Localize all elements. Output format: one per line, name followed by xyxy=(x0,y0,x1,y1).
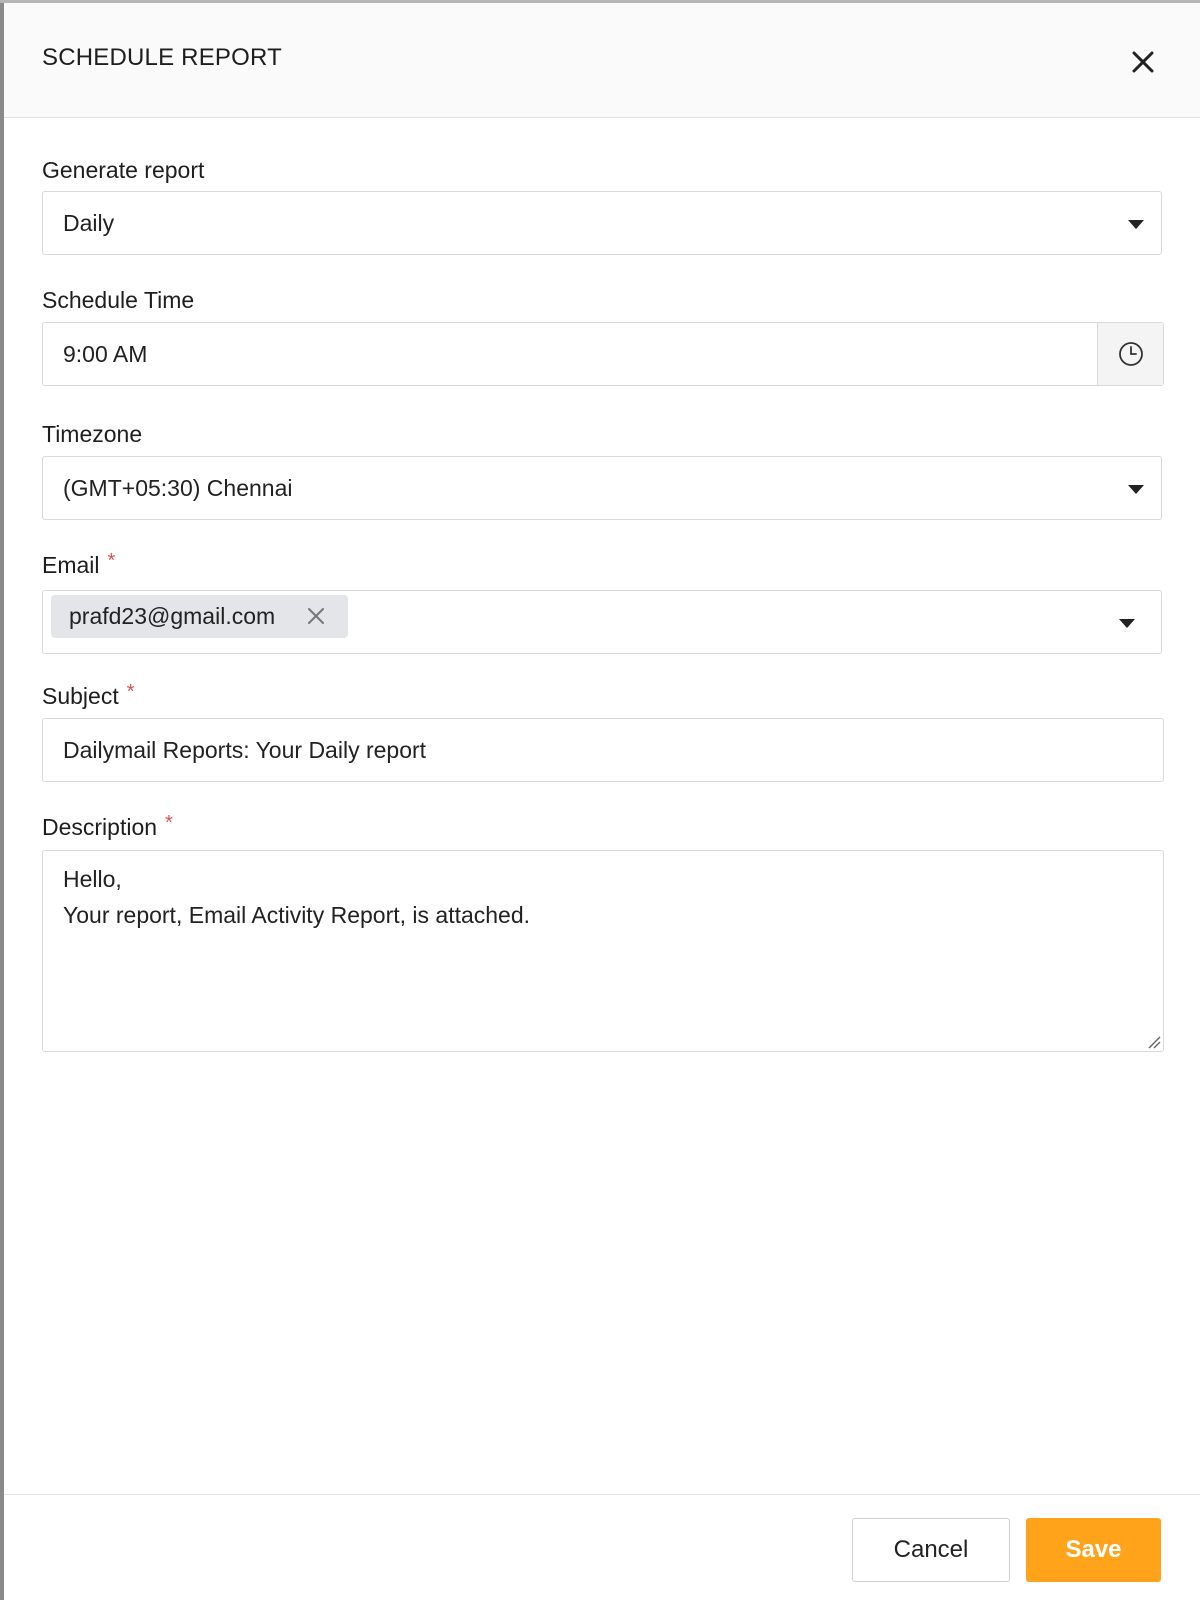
dialog-footer xyxy=(4,1494,1200,1601)
dialog-title: SCHEDULE REPORT xyxy=(42,44,282,71)
required-marker: * xyxy=(165,812,173,834)
email-chip xyxy=(51,595,348,638)
remove-chip-icon xyxy=(307,607,325,625)
schedule-time-input[interactable]: 9:00 AM xyxy=(63,341,148,367)
subject-value: Dailymail Reports: Your Daily report xyxy=(63,737,427,763)
schedule-time-label: Schedule Time xyxy=(42,287,195,313)
generate-report-select[interactable] xyxy=(42,191,1162,255)
subject-label-text: Subject xyxy=(42,683,119,709)
chevron-down-icon xyxy=(1119,619,1135,628)
description-label xyxy=(42,814,173,841)
email-chip-text: prafd23@gmail.com xyxy=(69,603,276,629)
description-textarea[interactable] xyxy=(42,850,1164,1052)
chevron-down-icon xyxy=(1128,485,1144,494)
required-marker: * xyxy=(126,681,135,703)
resize-grip-icon[interactable] xyxy=(1147,1035,1161,1049)
email-multiselect[interactable] xyxy=(42,590,1162,654)
close-icon xyxy=(1130,49,1156,75)
timezone-select[interactable] xyxy=(42,456,1162,520)
subject-label xyxy=(42,683,135,710)
chevron-down-icon xyxy=(1128,220,1144,229)
cancel-button[interactable]: Cancel xyxy=(852,1518,1010,1582)
description-line: Your report, Email Activity Report, is attached. xyxy=(63,902,531,928)
description-label-text: Description xyxy=(42,814,158,840)
dialog-header xyxy=(4,3,1200,118)
email-label-text: Email xyxy=(42,552,100,578)
close-button[interactable] xyxy=(1130,49,1156,75)
clock-icon xyxy=(1118,341,1144,367)
subject-input[interactable] xyxy=(42,718,1164,782)
email-label xyxy=(42,552,115,579)
timezone-label: Timezone xyxy=(42,421,143,447)
timezone-value: (GMT+05:30) Chennai xyxy=(63,475,293,501)
schedule-time-field xyxy=(42,322,1164,386)
description-line: Hello, xyxy=(63,866,122,892)
generate-report-value: Daily xyxy=(63,210,115,236)
remove-chip-button[interactable] xyxy=(307,607,325,625)
time-picker-button[interactable] xyxy=(1097,323,1163,385)
generate-report-label: Generate report xyxy=(42,157,205,183)
required-marker: * xyxy=(107,550,116,572)
schedule-report-dialog xyxy=(4,3,1200,1600)
save-button[interactable]: Save xyxy=(1026,1518,1161,1582)
